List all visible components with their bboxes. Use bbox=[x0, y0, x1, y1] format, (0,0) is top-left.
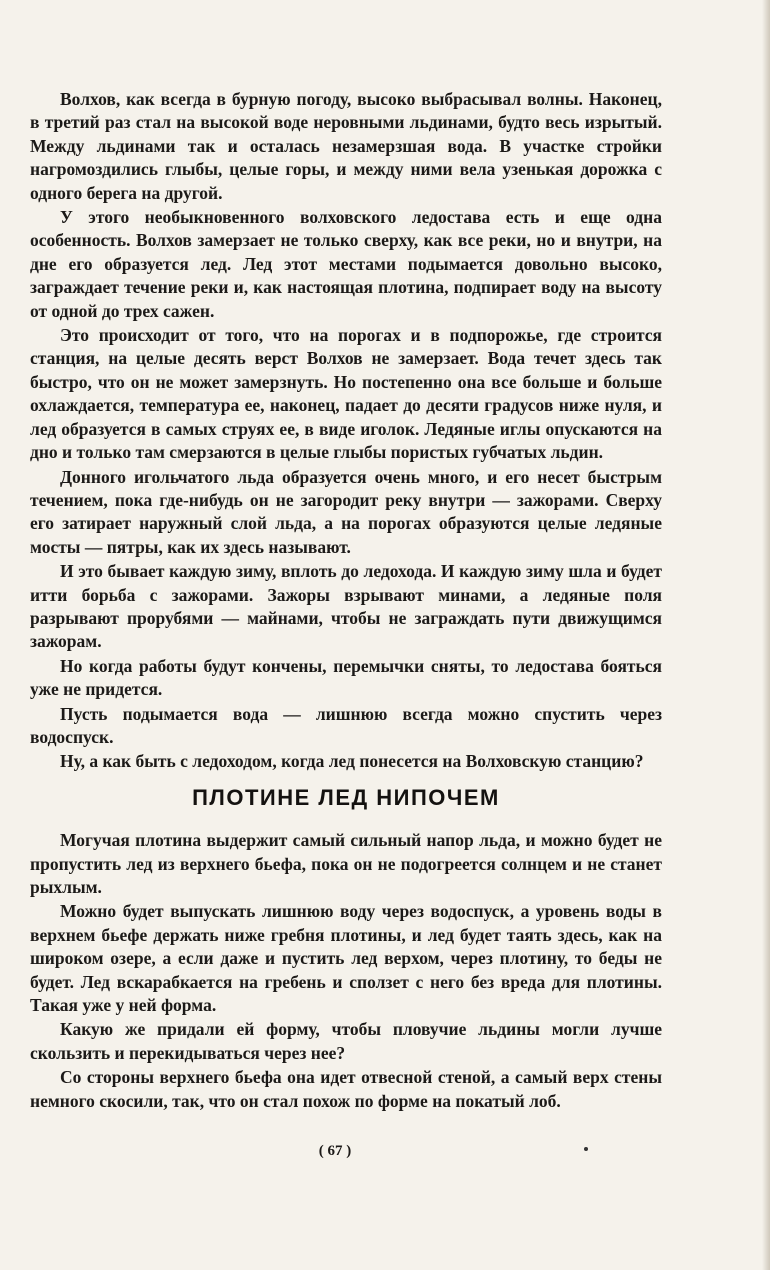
page-number: ( 67 ) bbox=[318, 1143, 352, 1159]
paragraph: Можно будет выпускать лишнюю воду через водоспуск, а уровень воды в верхнем бьефе держать ниже гребня плотины, и лед будет таять здесь, как на широком озере, а если даже и пустить лед верхом, через плотину, то беды не будет. Лед вскарабкается на гребень и сползет с него без вреда для плотины. Такая уже у ней форма. bbox=[30, 901, 662, 1016]
paragraph: Но когда работы будут кончены, перемычки сняты, то ледостава бояться уже не придется. bbox=[30, 655, 662, 700]
paragraph: Пусть подымается вода — лишнюю всегда можно спустить через водоспуск. bbox=[30, 703, 662, 747]
paragraph: Это происходит от того, что на порогах и в подпорожье, где строится станция, на целые десять верст Волхов не замерзает. Вода течет здесь так быстро, что он не может замерзнуть. Но постепенно она все больше и больше охлаждается, температура ее, наконец, падает до десяти градусов ниже нуля, и лед образуется в самых струях ее, в виде иголок. Ледяные иглы опускаются на дно и только там смерзаются в целые глыбы пористых губчатых льдин. bbox=[30, 325, 662, 463]
section-heading: ПЛОТИНЕ ЛЕД НИПОЧЕМ bbox=[192, 784, 500, 810]
paragraph: У этого необыкновенного волховского ледостава есть и еще одна особенность. Волхов замерзает не только сверху, как все реки, но и внутри, на дне его образуется лед. Лед этот местами подымается довольно высоко, заграждает течение реки и, как настоящая плотина, подпирает воду на высоту от одной до трех сажен. bbox=[30, 207, 662, 321]
paragraph: И это бывает каждую зиму, вплоть до ледохода. И каждую зиму шла и будет итти борьба с зажорами. Зажоры взрывают минами, а ледяные поля разрывают прорубями — майнами, чтобы не заграждать пути движущимся зажорам. bbox=[30, 561, 662, 652]
paragraph: Со стороны верхнего бьефа она идет отвесной стеной, а самый верх стены немного скосили, так, что он стал похож по форме на покатый лоб. bbox=[30, 1067, 662, 1111]
page-text bbox=[30, 88, 662, 1114]
paragraph: Какую же придали ей форму, чтобы пловучие льдины могли лучше скользить и перекидываться через нее? bbox=[30, 1019, 662, 1063]
paragraph: Ну, а как быть с ледоходом, когда лед понесется на Волховскую станцию? bbox=[60, 751, 644, 772]
paragraph: Волхов, как всегда в бурную погоду, высоко выбрасывал волны. Наконец, в третий раз стал на высокой воде неровными льдинами, будто весь изрытый. Между льдинами так и осталась незамерзшая вода. В участке стройки нагромоздились глыбы, целые горы, и между ними вела узенькая дорожка с одного берега на другой. bbox=[30, 89, 662, 203]
ink-speck bbox=[584, 1147, 588, 1151]
page-edge-shadow bbox=[762, 0, 770, 1270]
paragraph: Могучая плотина выдержит самый сильный напор льда, и можно будет не пропустить лед из верхнего бьефа, пока он не подогреется солнцем и не станет рыхлым. bbox=[30, 830, 662, 897]
paragraph: Донного игольчатого льда образуется очень много, и его несет быстрым течением, пока где-нибудь он не загородит реку внутри — зажорами. Сверху его затирает наружный слой льда, а на порогах образуются целые ледяные мосты — пятры, как их здесь называют. bbox=[30, 466, 662, 557]
